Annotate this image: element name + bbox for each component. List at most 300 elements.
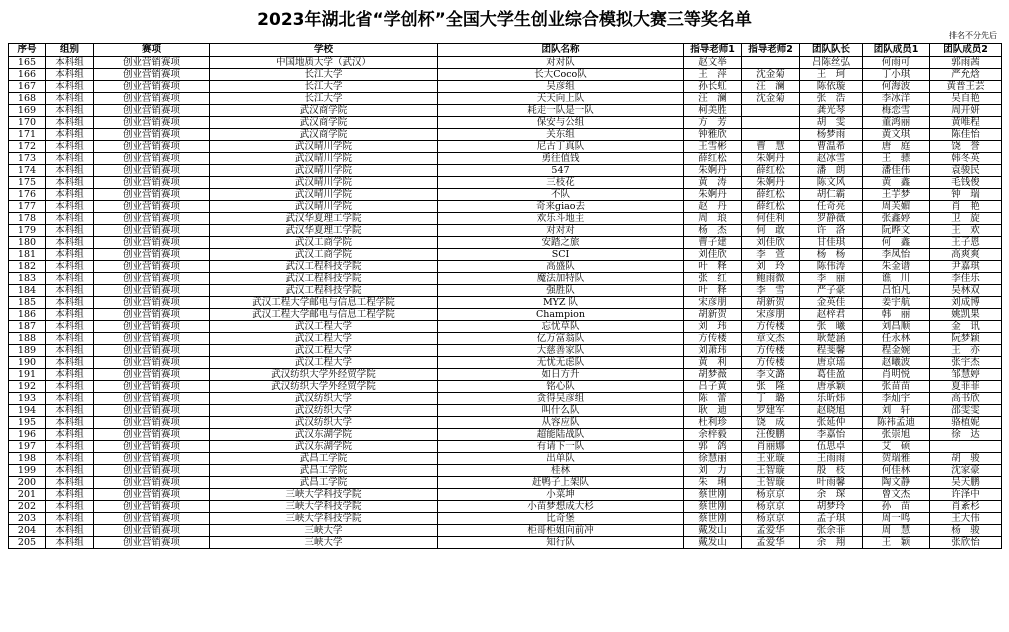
- col-member-1-cell: 王 骠: [863, 153, 930, 165]
- col-index-cell: 186: [9, 309, 46, 321]
- table-row: [9, 201, 1002, 213]
- col-member-1-cell: 刘 轩: [863, 405, 930, 417]
- col-school-cell: 武昌工学院: [210, 453, 438, 465]
- col-advisor-2-cell: 张 隆: [742, 381, 800, 393]
- col-member-1-cell: 周一鸣: [863, 513, 930, 525]
- col-captain-cell: 葛佳盈: [800, 369, 863, 381]
- col-captain-cell: 任奇亮: [800, 201, 863, 213]
- col-captain-cell: 李嘉怡: [800, 429, 863, 441]
- col-captain-cell: 唐京瑶: [800, 357, 863, 369]
- col-member-2-cell: 邵雯雯: [930, 405, 1002, 417]
- col-index-cell: 181: [9, 249, 46, 261]
- col-member-2-cell: 黄唯程: [930, 117, 1002, 129]
- col-member-1-cell: 艾 硕: [863, 441, 930, 453]
- col-school-cell: 武昌工学院: [210, 465, 438, 477]
- col-advisor-2-cell: 罗建军: [742, 405, 800, 417]
- table-header-row: [9, 44, 1002, 57]
- col-advisor-1-cell: 朱 琍: [684, 477, 742, 489]
- col-team-name-cell: 如日方升: [438, 369, 684, 381]
- col-team-name-cell: 吴彦组: [438, 81, 684, 93]
- col-advisor-1-cell: 刘 玮: [684, 321, 742, 333]
- col-advisor-1-cell: 徐慧丽: [684, 453, 742, 465]
- col-advisor-2-cell: 李 雪: [742, 285, 800, 297]
- col-member-2-cell: [930, 441, 1002, 453]
- col-index-cell: 197: [9, 441, 46, 453]
- col-member-2-cell: 姚凯果: [930, 309, 1002, 321]
- col-team-name-cell: 对对队: [438, 57, 684, 69]
- table-row: [9, 477, 1002, 489]
- col-school-cell: 武汉工商学院: [210, 237, 438, 249]
- col-captain-cell: 张余菲: [800, 525, 863, 537]
- col-team-name-cell: 安踏之旅: [438, 237, 684, 249]
- col-team-name-header: 团队名称: [438, 44, 684, 57]
- col-team-name-cell: 勇往值钱: [438, 153, 684, 165]
- table-row: [9, 93, 1002, 105]
- col-member-1-cell: 孙 苗: [863, 501, 930, 513]
- col-advisor-2-cell: 薛红松: [742, 189, 800, 201]
- col-group-cell: 本科组: [46, 513, 94, 525]
- col-member-2-cell: 胡 骏: [930, 453, 1002, 465]
- col-advisor-2-cell: 刘佳欣: [742, 237, 800, 249]
- col-index-cell: 196: [9, 429, 46, 441]
- col-group-cell: 本科组: [46, 453, 94, 465]
- col-advisor-1-header: 指导老师1: [684, 44, 742, 57]
- col-captain-cell: 余 琛: [800, 489, 863, 501]
- col-member-2-cell: 阮梦颖: [930, 333, 1002, 345]
- col-index-cell: 173: [9, 153, 46, 165]
- col-event-cell: 创业营销赛项: [94, 189, 210, 201]
- col-group-cell: 本科组: [46, 309, 94, 321]
- col-captain-cell: 张 曦: [800, 321, 863, 333]
- col-index-cell: 201: [9, 489, 46, 501]
- col-group-cell: 本科组: [46, 153, 94, 165]
- col-advisor-1-cell: 杨 杰: [684, 225, 742, 237]
- col-captain-cell: 赵晓旭: [800, 405, 863, 417]
- table-row: [9, 465, 1002, 477]
- col-captain-cell: 耿楚涵: [800, 333, 863, 345]
- col-index-cell: 190: [9, 357, 46, 369]
- table-row: [9, 249, 1002, 261]
- col-advisor-2-cell: 刘 玲: [742, 261, 800, 273]
- col-member-2-cell: 卫 旋: [930, 213, 1002, 225]
- col-school-cell: 中国地质大学（武汉）: [210, 57, 438, 69]
- col-school-cell: 武汉纺织大学外经贸学院: [210, 369, 438, 381]
- col-captain-cell: 许 洛: [800, 225, 863, 237]
- col-advisor-2-cell: 肖丽娜: [742, 441, 800, 453]
- col-school-cell: 武汉晴川学院: [210, 189, 438, 201]
- col-event-cell: 创业营销赛项: [94, 57, 210, 69]
- col-member-1-cell: 张崇旭: [863, 429, 930, 441]
- col-team-name-cell: 亿万富翁队: [438, 333, 684, 345]
- col-advisor-1-cell: 耿 迪: [684, 405, 742, 417]
- col-captain-cell: 殷 枝: [800, 465, 863, 477]
- col-member-1-cell: 王芋梦: [863, 189, 930, 201]
- col-member-2-cell: 高爽爽: [930, 249, 1002, 261]
- col-school-cell: 武汉晴川学院: [210, 141, 438, 153]
- col-advisor-2-cell: 朱婀丹: [742, 153, 800, 165]
- col-school-cell: 武汉晴川学院: [210, 165, 438, 177]
- table-body: [9, 57, 1002, 549]
- col-advisor-1-cell: 胡梦薇: [684, 369, 742, 381]
- col-event-cell: 创业营销赛项: [94, 285, 210, 297]
- table-row: [9, 297, 1002, 309]
- col-team-name-cell: 叫什么队: [438, 405, 684, 417]
- col-team-name-cell: 小苗梦想成大杉: [438, 501, 684, 513]
- table-row: [9, 417, 1002, 429]
- col-team-name-cell: 欢乐斗地主: [438, 213, 684, 225]
- table-row: [9, 273, 1002, 285]
- col-advisor-1-cell: 汪 澜: [684, 93, 742, 105]
- col-event-cell: 创业营销赛项: [94, 345, 210, 357]
- page-title: 2023年湖北省“学创杯”全国大学生创业综合模拟大赛三等奖名单: [257, 10, 752, 30]
- table-row: [9, 537, 1002, 549]
- col-advisor-2-cell: [742, 57, 800, 69]
- award-table: [8, 43, 1002, 549]
- col-member-2-cell: 毛钱俊: [930, 177, 1002, 189]
- col-advisor-1-cell: 黄 利: [684, 357, 742, 369]
- col-member-2-cell: 严允焓: [930, 69, 1002, 81]
- col-team-name-cell: 贪得吴彦组: [438, 393, 684, 405]
- table-row: [9, 453, 1002, 465]
- col-advisor-1-cell: 方 芳: [684, 117, 742, 129]
- col-member-1-cell: 陈祎孟迪: [863, 417, 930, 429]
- col-school-cell: 武汉工程科技学院: [210, 261, 438, 273]
- col-captain-cell: 伍思卓: [800, 441, 863, 453]
- col-group-cell: 本科组: [46, 93, 94, 105]
- col-index-cell: 169: [9, 105, 46, 117]
- col-member-2-cell: 沈家豪: [930, 465, 1002, 477]
- col-member-1-cell: 梅恋雪: [863, 105, 930, 117]
- col-captain-cell: 王雨雨: [800, 453, 863, 465]
- col-school-cell: 武汉商学院: [210, 129, 438, 141]
- col-captain-cell: 金英佳: [800, 297, 863, 309]
- col-captain-cell: 王 珂: [800, 69, 863, 81]
- col-member-2-cell: 吴天鹏: [930, 477, 1002, 489]
- col-school-cell: 长江大学: [210, 81, 438, 93]
- col-captain-cell: 赵冰雪: [800, 153, 863, 165]
- col-school-cell: 武汉纺织大学: [210, 405, 438, 417]
- col-advisor-2-cell: 汪俊鹏: [742, 429, 800, 441]
- col-group-cell: 本科组: [46, 105, 94, 117]
- col-team-name-cell: 有请下一队: [438, 441, 684, 453]
- col-member-1-cell: 刘昌顺: [863, 321, 930, 333]
- col-event-cell: 创业营销赛项: [94, 489, 210, 501]
- col-event-cell: 创业营销赛项: [94, 369, 210, 381]
- col-group-cell: 本科组: [46, 369, 94, 381]
- col-advisor-2-cell: 李文潞: [742, 369, 800, 381]
- col-index-cell: 183: [9, 273, 46, 285]
- col-group-cell: 本科组: [46, 81, 94, 93]
- col-advisor-2-cell: 杨京京: [742, 489, 800, 501]
- col-advisor-2-header: 指导老师2: [742, 44, 800, 57]
- col-member-1-cell: 潘佳伟: [863, 165, 930, 177]
- col-member-2-cell: 刘成博: [930, 297, 1002, 309]
- col-group-cell: 本科组: [46, 405, 94, 417]
- col-captain-cell: 张 浩: [800, 93, 863, 105]
- col-advisor-2-cell: [742, 117, 800, 129]
- col-event-cell: 创业营销赛项: [94, 357, 210, 369]
- col-group-cell: 本科组: [46, 285, 94, 297]
- col-index-cell: 192: [9, 381, 46, 393]
- table-row: [9, 117, 1002, 129]
- col-member-2-cell: 吴自艳: [930, 93, 1002, 105]
- col-member-2-cell: 尹嘉琪: [930, 261, 1002, 273]
- col-group-cell: 本科组: [46, 237, 94, 249]
- table-row: [9, 141, 1002, 153]
- col-index-cell: 177: [9, 201, 46, 213]
- col-member-2-cell: 黄普王芸: [930, 81, 1002, 93]
- table-row: [9, 285, 1002, 297]
- col-member-2-cell: 肖 艳: [930, 201, 1002, 213]
- col-event-cell: 创业营销赛项: [94, 417, 210, 429]
- table-row: [9, 513, 1002, 525]
- col-team-name-cell: 魔法加特队: [438, 273, 684, 285]
- col-member-1-header: 团队成员1: [863, 44, 930, 57]
- col-advisor-1-cell: 柯美胜: [684, 105, 742, 117]
- col-member-1-cell: 何雨可: [863, 57, 930, 69]
- col-team-name-cell: 超能陆战队: [438, 429, 684, 441]
- col-group-cell: 本科组: [46, 177, 94, 189]
- col-index-cell: 167: [9, 81, 46, 93]
- col-member-1-cell: 何佳林: [863, 465, 930, 477]
- table-row: [9, 369, 1002, 381]
- col-captain-cell: 严子豪: [800, 285, 863, 297]
- table-row: [9, 225, 1002, 237]
- col-index-cell: 185: [9, 297, 46, 309]
- col-advisor-2-cell: 孟爱华: [742, 537, 800, 549]
- col-index-cell: 171: [9, 129, 46, 141]
- col-group-cell: 本科组: [46, 249, 94, 261]
- col-advisor-2-cell: 沈金菊: [742, 69, 800, 81]
- col-group-cell: 本科组: [46, 333, 94, 345]
- col-index-cell: 180: [9, 237, 46, 249]
- table-row: [9, 321, 1002, 333]
- col-group-cell: 本科组: [46, 189, 94, 201]
- col-group-cell: 本科组: [46, 273, 94, 285]
- col-event-cell: 创业营销赛项: [94, 309, 210, 321]
- table-row: [9, 381, 1002, 393]
- col-event-cell: 创业营销赛项: [94, 501, 210, 513]
- col-advisor-1-cell: 郭 鸽: [684, 441, 742, 453]
- col-member-1-cell: 黄 鑫: [863, 177, 930, 189]
- col-captain-header: 团队队长: [800, 44, 863, 57]
- col-school-cell: 武汉商学院: [210, 117, 438, 129]
- col-advisor-1-cell: 吕子黄: [684, 381, 742, 393]
- col-event-cell: 创业营销赛项: [94, 201, 210, 213]
- col-event-cell: 创业营销赛项: [94, 429, 210, 441]
- col-school-cell: 三峡大学科技学院: [210, 489, 438, 501]
- col-event-cell: 创业营销赛项: [94, 261, 210, 273]
- col-member-1-cell: 任永林: [863, 333, 930, 345]
- col-event-cell: 创业营销赛项: [94, 249, 210, 261]
- col-advisor-2-cell: 宋彦朋: [742, 309, 800, 321]
- col-event-cell: 创业营销赛项: [94, 333, 210, 345]
- table-row: [9, 441, 1002, 453]
- col-index-cell: 188: [9, 333, 46, 345]
- col-school-cell: 武汉晴川学院: [210, 153, 438, 165]
- col-advisor-2-cell: 方传楼: [742, 321, 800, 333]
- col-advisor-2-cell: 方传楼: [742, 345, 800, 357]
- col-advisor-1-cell: 黄 涛: [684, 177, 742, 189]
- col-advisor-1-cell: 戴发山: [684, 537, 742, 549]
- col-captain-cell: 张延仲: [800, 417, 863, 429]
- col-advisor-1-cell: 蔡世刚: [684, 513, 742, 525]
- col-group-header: 组别: [46, 44, 94, 57]
- col-advisor-1-cell: 方传楼: [684, 333, 742, 345]
- col-advisor-2-cell: 汪 澜: [742, 81, 800, 93]
- col-team-name-cell: 547: [438, 165, 684, 177]
- col-advisor-2-cell: 何 敢: [742, 225, 800, 237]
- col-member-1-cell: 何 鑫: [863, 237, 930, 249]
- col-team-name-cell: MYZ 队: [438, 297, 684, 309]
- col-member-2-cell: 许泽中: [930, 489, 1002, 501]
- col-member-1-cell: 程金婉: [863, 345, 930, 357]
- col-team-name-cell: 桂林: [438, 465, 684, 477]
- col-group-cell: 本科组: [46, 129, 94, 141]
- col-advisor-1-cell: 赵文举: [684, 57, 742, 69]
- col-group-cell: 本科组: [46, 489, 94, 501]
- col-member-2-cell: 郭雨茜: [930, 57, 1002, 69]
- col-school-cell: 武汉工程大学: [210, 357, 438, 369]
- col-member-1-cell: 唐 庭: [863, 141, 930, 153]
- col-index-cell: 199: [9, 465, 46, 477]
- col-index-cell: 165: [9, 57, 46, 69]
- col-captain-cell: 胡梦玲: [800, 501, 863, 513]
- col-school-cell: 长江大学: [210, 93, 438, 105]
- col-captain-cell: 陈依璇: [800, 81, 863, 93]
- col-group-cell: 本科组: [46, 201, 94, 213]
- table-row: [9, 501, 1002, 513]
- col-school-cell: 武汉纺织大学: [210, 393, 438, 405]
- col-advisor-2-cell: 王智璇: [742, 477, 800, 489]
- col-member-1-cell: 赵曦波: [863, 357, 930, 369]
- table-row: [9, 405, 1002, 417]
- col-school-cell: 武昌工学院: [210, 477, 438, 489]
- col-event-cell: 创业营销赛项: [94, 237, 210, 249]
- col-member-2-cell: 吴林双: [930, 285, 1002, 297]
- col-group-cell: 本科组: [46, 69, 94, 81]
- col-group-cell: 本科组: [46, 57, 94, 69]
- col-captain-cell: 吕陈丝弘: [800, 57, 863, 69]
- col-advisor-1-cell: 朱婀丹: [684, 165, 742, 177]
- col-member-2-cell: 周开妍: [930, 105, 1002, 117]
- col-member-1-cell: 张苗苗: [863, 381, 930, 393]
- col-member-1-cell: 丁小琪: [863, 69, 930, 81]
- col-event-cell: 创业营销赛项: [94, 165, 210, 177]
- col-group-cell: 本科组: [46, 297, 94, 309]
- col-member-1-cell: 陶文静: [863, 477, 930, 489]
- col-advisor-1-cell: 戴发山: [684, 525, 742, 537]
- table-row: [9, 69, 1002, 81]
- col-school-cell: 武汉东湖学院: [210, 429, 438, 441]
- col-index-cell: 200: [9, 477, 46, 489]
- col-member-1-cell: 李冰洋: [863, 93, 930, 105]
- col-school-cell: 三峡大学: [210, 525, 438, 537]
- table-row: [9, 57, 1002, 69]
- col-captain-cell: 胡 雯: [800, 117, 863, 129]
- col-event-cell: 创业营销赛项: [94, 441, 210, 453]
- col-index-cell: 191: [9, 369, 46, 381]
- col-member-2-cell: 王 亦: [930, 345, 1002, 357]
- col-group-cell: 本科组: [46, 429, 94, 441]
- col-event-cell: 创业营销赛项: [94, 153, 210, 165]
- table-row: [9, 81, 1002, 93]
- table-row: [9, 129, 1002, 141]
- col-event-cell: 创业营销赛项: [94, 225, 210, 237]
- ranking-note: 排名不分先后: [949, 31, 997, 40]
- table-row: [9, 525, 1002, 537]
- col-member-1-cell: 曾文杰: [863, 489, 930, 501]
- col-advisor-1-cell: 杜利珍: [684, 417, 742, 429]
- col-index-cell: 176: [9, 189, 46, 201]
- col-member-1-cell: 周芙媚: [863, 201, 930, 213]
- col-captain-cell: 陈文风: [800, 177, 863, 189]
- col-index-cell: 174: [9, 165, 46, 177]
- table-row: [9, 177, 1002, 189]
- col-member-2-cell: 邹慧婷: [930, 369, 1002, 381]
- col-captain-cell: 李 丽: [800, 273, 863, 285]
- col-advisor-1-cell: 刘佳欣: [684, 249, 742, 261]
- col-group-cell: 本科组: [46, 225, 94, 237]
- col-event-cell: 创业营销赛项: [94, 381, 210, 393]
- col-member-1-cell: 张鑫婷: [863, 213, 930, 225]
- col-event-cell: 创业营销赛项: [94, 177, 210, 189]
- col-advisor-2-cell: 何佳利: [742, 213, 800, 225]
- col-event-cell: 创业营销赛项: [94, 297, 210, 309]
- col-advisor-1-cell: 赵 丹: [684, 201, 742, 213]
- col-index-cell: 193: [9, 393, 46, 405]
- col-member-2-cell: 陈佳怡: [930, 129, 1002, 141]
- table-row: [9, 189, 1002, 201]
- col-captain-cell: 程斐馨: [800, 345, 863, 357]
- col-school-cell: 武汉东湖学院: [210, 441, 438, 453]
- col-member-2-header: 团队成员2: [930, 44, 1002, 57]
- col-advisor-1-cell: 叶 释: [684, 285, 742, 297]
- col-school-cell: 武汉工程大学邮电与信息工程学院: [210, 297, 438, 309]
- col-event-cell: 创业营销赛项: [94, 537, 210, 549]
- col-team-name-cell: SCI: [438, 249, 684, 261]
- col-captain-cell: 叶雨馨: [800, 477, 863, 489]
- col-member-2-cell: 金 讯: [930, 321, 1002, 333]
- col-member-1-cell: 韩 丽: [863, 309, 930, 321]
- col-advisor-2-cell: 沈金菊: [742, 93, 800, 105]
- col-member-1-cell: 谯 川: [863, 273, 930, 285]
- col-member-1-cell: 李凤怡: [863, 249, 930, 261]
- col-team-name-cell: 柜哥柜姐向前冲: [438, 525, 684, 537]
- col-advisor-1-cell: 胡新贺: [684, 309, 742, 321]
- col-school-cell: 长江大学: [210, 69, 438, 81]
- col-advisor-2-cell: 杨京京: [742, 501, 800, 513]
- table-row: [9, 237, 1002, 249]
- col-team-name-cell: 对对对: [438, 225, 684, 237]
- col-school-cell: 武汉工商学院: [210, 249, 438, 261]
- col-member-1-cell: 吕怕凡: [863, 285, 930, 297]
- col-advisor-1-cell: 王 萍: [684, 69, 742, 81]
- col-member-1-cell: 黄文琪: [863, 129, 930, 141]
- col-school-cell: 武汉华夏理工学院: [210, 225, 438, 237]
- col-group-cell: 本科组: [46, 501, 94, 513]
- col-index-cell: 203: [9, 513, 46, 525]
- col-advisor-2-cell: 曹 慧: [742, 141, 800, 153]
- col-event-cell: 创业营销赛项: [94, 213, 210, 225]
- col-member-1-cell: 肖明悦: [863, 369, 930, 381]
- col-captain-cell: 唐承颖: [800, 381, 863, 393]
- table-row: [9, 165, 1002, 177]
- table-row: [9, 429, 1002, 441]
- col-advisor-2-cell: [742, 129, 800, 141]
- col-event-header: 赛项: [94, 44, 210, 57]
- col-captain-cell: 胡仁霸: [800, 189, 863, 201]
